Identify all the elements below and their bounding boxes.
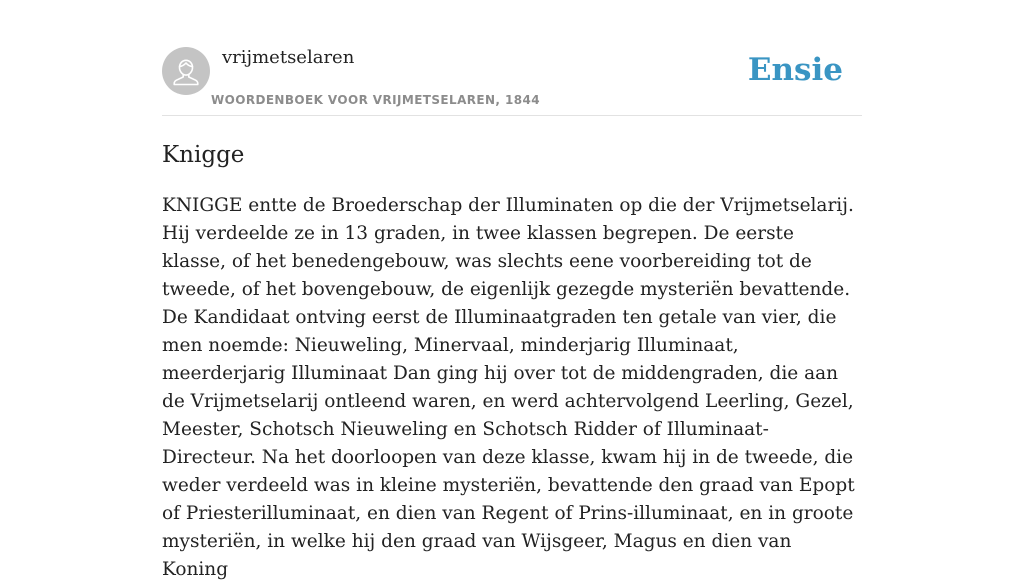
source-dictionary-label[interactable]: WOORDENBOEK VOOR VRIJMETSELAREN, 1844 [211, 93, 540, 107]
ensie-logo[interactable]: Ensie [747, 52, 843, 88]
author-name-link[interactable]: vrijmetselaren [222, 47, 355, 68]
author-avatar[interactable] [162, 47, 210, 95]
header-divider [162, 115, 862, 116]
user-silhouette-icon [162, 47, 210, 95]
article-body: KNIGGE entte de Broederschap der Illuminaten op die der Vrijmetselarij. Hij verdeelde ze in 13 graden, in twee klassen begrepen. De eerste klasse, of het benedengebouw, was slechts eene voorbereiding tot de tweede, of het bovengebouw, de eigenlijk gezegde mysteriën bevattende. De Kandidaat ontving eerst de Illuminaatgraden ten getale van vier, die men noemde: Nieuweling, Minervaal, minderjarig Illuminaat, meerderjarig Illuminaat Dan ging hij over tot de middengraden, die aan de Vrijmetselarij ontleend waren, en werd achtervolgend Leerling, Gezel, Meester, Schotsch Nieuweling en Schotsch Ridder of Illuminaat-Directeur. Na het doorloopen van deze klasse, kwam hij in de tweede, die weder verdeeld was in kleine mysteriën, bevattende den graad van Epopt of Priesterilluminaat, en dien van Regent of Prins-illuminaat, en in groote mysteriën, in welke hij den graad van Wijsgeer, Magus en dien van Koning [162, 195, 855, 580]
article-title: Knigge [162, 142, 245, 168]
